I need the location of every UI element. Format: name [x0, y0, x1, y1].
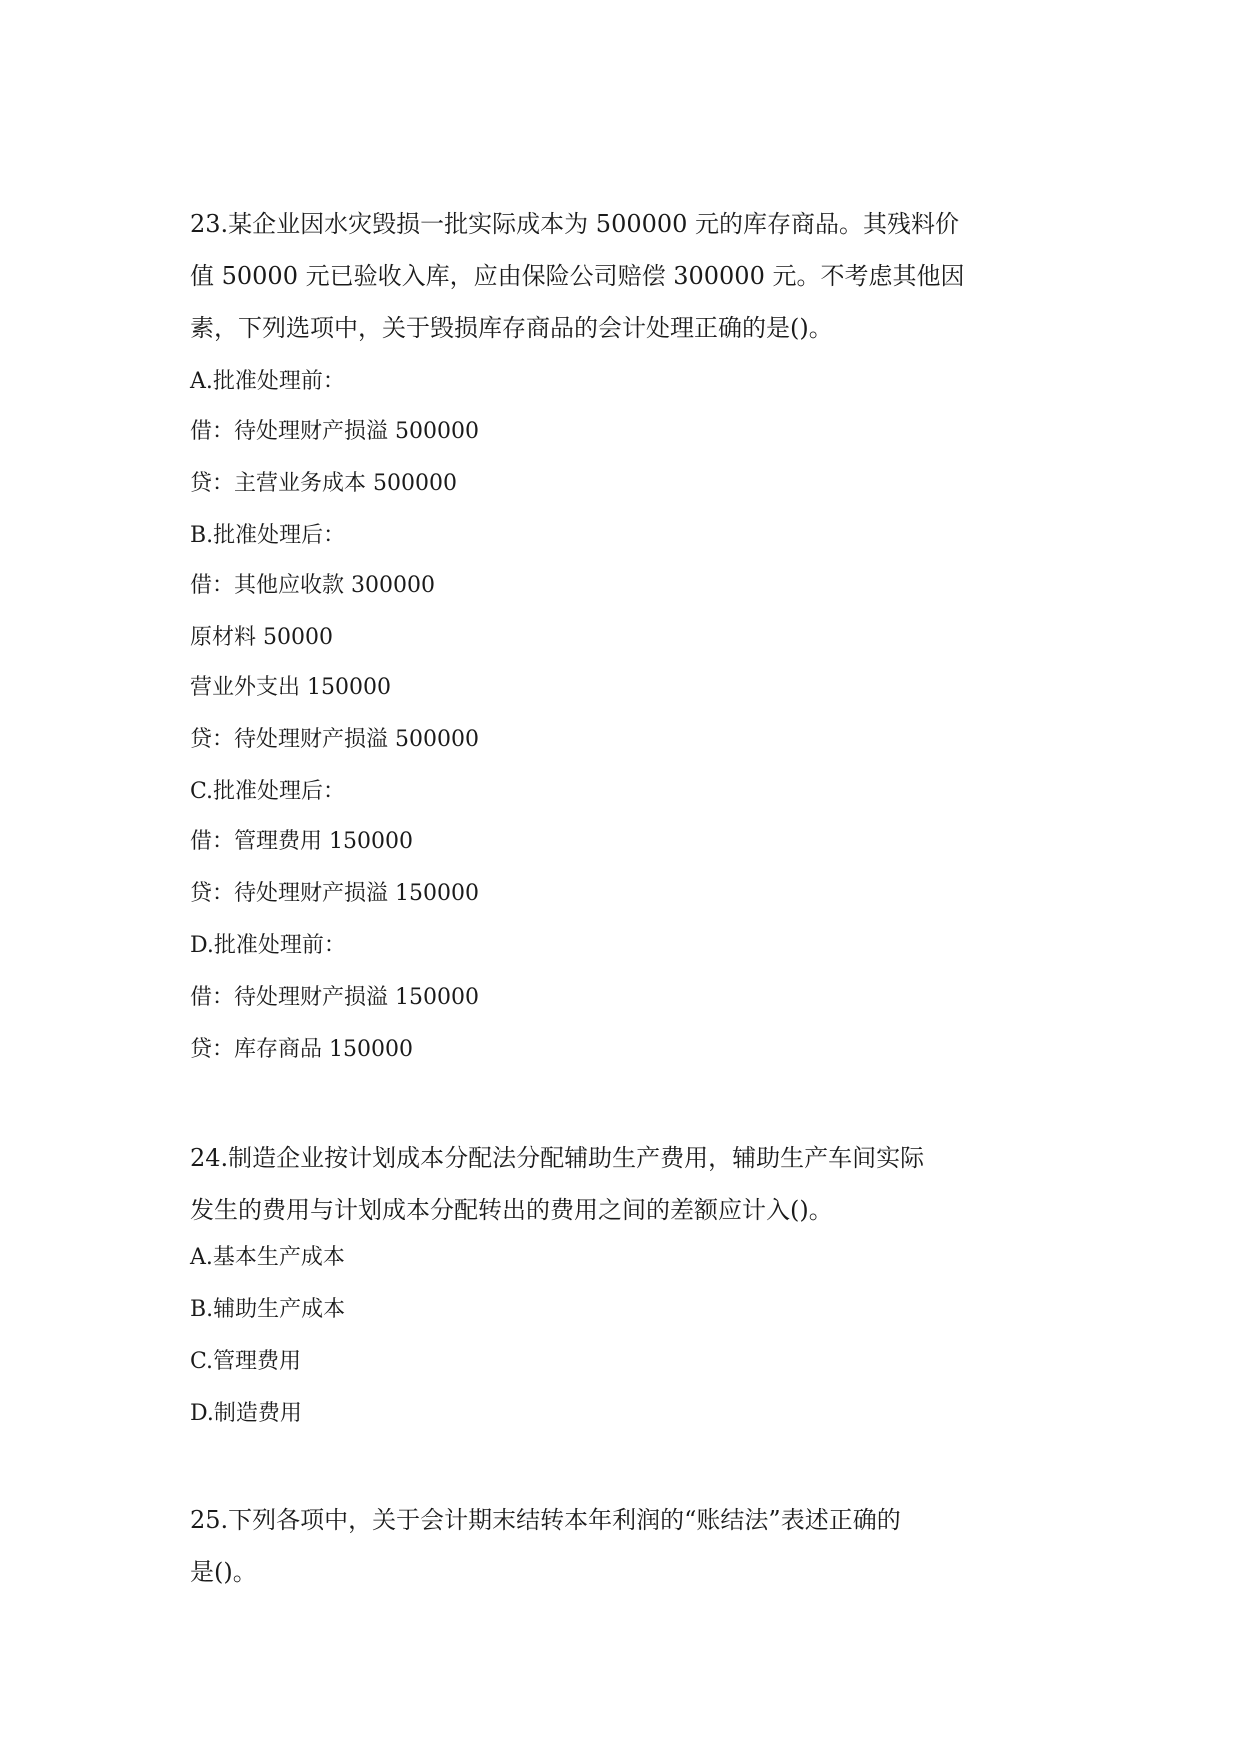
option-b: B.辅助生产成本	[190, 1297, 346, 1322]
entry-line: 贷：待处理财产损溢 500000	[190, 727, 479, 752]
stem-line: 24.制造企业按计划成本分配法分配辅助生产费用，辅助生产车间实际	[190, 1144, 925, 1172]
stem-line: 23.某企业因水灾毁损一批实际成本为 500000 元的库存商品。其残料价	[190, 210, 960, 238]
entry-line: 贷：库存商品 150000	[190, 1037, 413, 1062]
entry-line: 贷：主营业务成本 500000	[190, 471, 457, 496]
entry-line: 借：待处理财产损溢 150000	[190, 985, 479, 1010]
option-d: D.制造费用	[190, 1401, 302, 1426]
entry-line: 借：其他应收款 300000	[190, 573, 435, 598]
stem-line: 发生的费用与计划成本分配转出的费用之间的差额应计入()。	[190, 1196, 833, 1224]
stem-line: 25.下列各项中，关于会计期末结转本年利润的“账结法”表述正确的	[190, 1506, 901, 1534]
option-a-label: A.批准处理前：	[190, 369, 345, 394]
option-d-label: D.批准处理前：	[190, 933, 346, 958]
option-c-label: C.批准处理后：	[190, 779, 346, 804]
option-a: A.基本生产成本	[190, 1245, 345, 1270]
entry-line: 贷：待处理财产损溢 150000	[190, 881, 479, 906]
stem-line: 素，下列选项中，关于毁损库存商品的会计处理正确的是()。	[190, 314, 833, 342]
entry-line: 原材料 50000	[190, 625, 333, 650]
option-c: C.管理费用	[190, 1349, 302, 1374]
stem-line: 是()。	[190, 1558, 257, 1586]
stem-line: 值 50000 元已验收入库，应由保险公司赔偿 300000 元。不考虑其他因	[190, 262, 965, 290]
entry-line: 营业外支出 150000	[190, 675, 391, 700]
entry-line: 借：管理费用 150000	[190, 829, 413, 854]
entry-line: 借：待处理财产损溢 500000	[190, 419, 479, 444]
option-b-label: B.批准处理后：	[190, 523, 346, 548]
